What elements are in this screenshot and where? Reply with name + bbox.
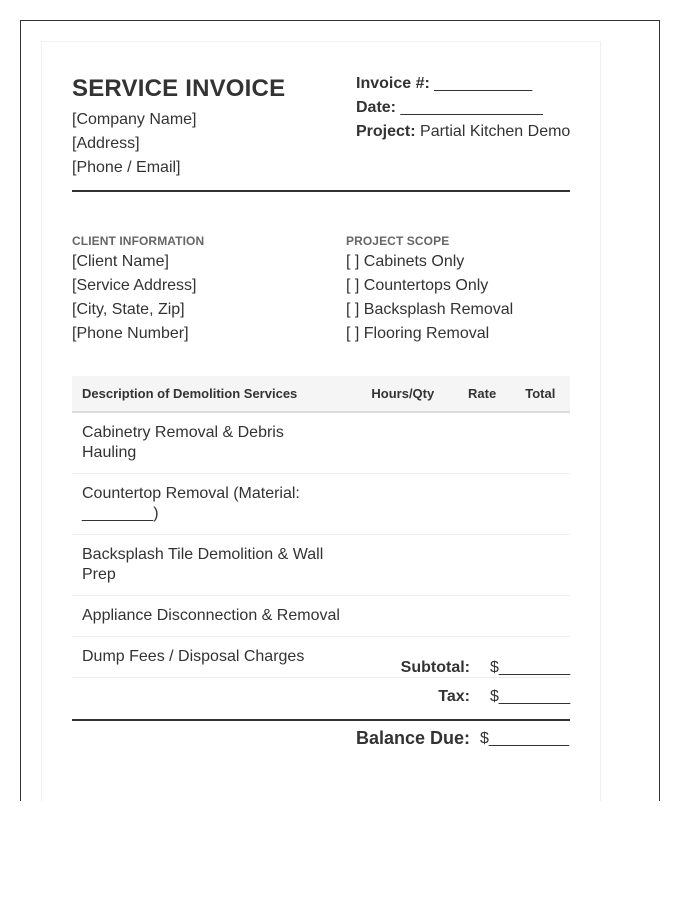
client-city: [City, State, Zip]: [72, 301, 185, 318]
company-contact: [Phone / Email]: [72, 159, 181, 176]
subtotal-value: $________: [490, 659, 571, 676]
column-hours-qty: Hours/Qty: [352, 376, 454, 412]
services-table: [72, 376, 570, 678]
company-address: [Address]: [72, 135, 140, 152]
column-rate: Rate: [454, 376, 511, 412]
company-name: [Company Name]: [72, 111, 197, 128]
date-value: ________________: [400, 99, 543, 116]
service-total: [511, 412, 570, 474]
service-total: [511, 535, 570, 596]
service-total: [511, 474, 570, 535]
service-hours: [352, 535, 454, 596]
service-rate: [454, 535, 511, 596]
column-description: Description of Demolition Services: [72, 376, 352, 412]
service-total: [511, 596, 570, 637]
client-address: [Service Address]: [72, 277, 197, 294]
subtotal-label: Subtotal:: [400, 659, 470, 676]
service-hours: [352, 474, 454, 535]
client-info-heading: CLIENT INFORMATION: [72, 234, 205, 248]
service-description: Countertop Removal (Material: ________): [72, 474, 352, 535]
table-row: [72, 535, 570, 596]
service-hours: [352, 596, 454, 637]
scope-item: [ ] Countertops Only: [346, 277, 489, 294]
column-total: Total: [511, 376, 570, 412]
service-rate: [454, 596, 511, 637]
service-rate: [454, 474, 511, 535]
project-row: [356, 123, 570, 141]
balance-due-value: $_________: [480, 730, 569, 747]
table-header-row: [72, 376, 570, 412]
client-phone: [Phone Number]: [72, 325, 189, 342]
invoice-sheet: [41, 41, 601, 801]
scope-item: [ ] Cabinets Only: [346, 253, 465, 270]
date-row: [356, 99, 543, 117]
scope-item: [ ] Backsplash Removal: [346, 301, 514, 318]
client-name: [Client Name]: [72, 253, 169, 270]
table-row: [72, 474, 570, 535]
project-value: Partial Kitchen Demo: [420, 123, 571, 140]
invoice-number-row: [356, 75, 532, 93]
service-description: Backsplash Tile Demolition & Wall Prep: [72, 535, 352, 596]
header-divider: [72, 190, 570, 192]
balance-due-label: Balance Due:: [355, 728, 470, 748]
scope-item: [ ] Flooring Removal: [346, 325, 490, 342]
totals-divider: [72, 719, 570, 721]
table-row: [72, 596, 570, 637]
service-description: Appliance Disconnection & Removal: [72, 596, 352, 637]
invoice-title: SERVICE INVOICE: [72, 75, 286, 102]
project-label: Project:: [356, 123, 416, 140]
date-label: Date:: [356, 99, 397, 116]
service-hours: [352, 412, 454, 474]
service-rate: [454, 412, 511, 474]
table-row: [72, 412, 570, 474]
invoice-number-value: ___________: [434, 75, 533, 92]
tax-value: $________: [490, 688, 571, 705]
service-description: Dump Fees / Disposal Charges: [72, 637, 352, 678]
service-description: Cabinetry Removal & Debris Hauling: [72, 412, 352, 474]
invoice-number-label: Invoice #:: [356, 75, 430, 92]
tax-label: Tax:: [438, 688, 470, 705]
project-scope-heading: PROJECT SCOPE: [346, 234, 450, 248]
